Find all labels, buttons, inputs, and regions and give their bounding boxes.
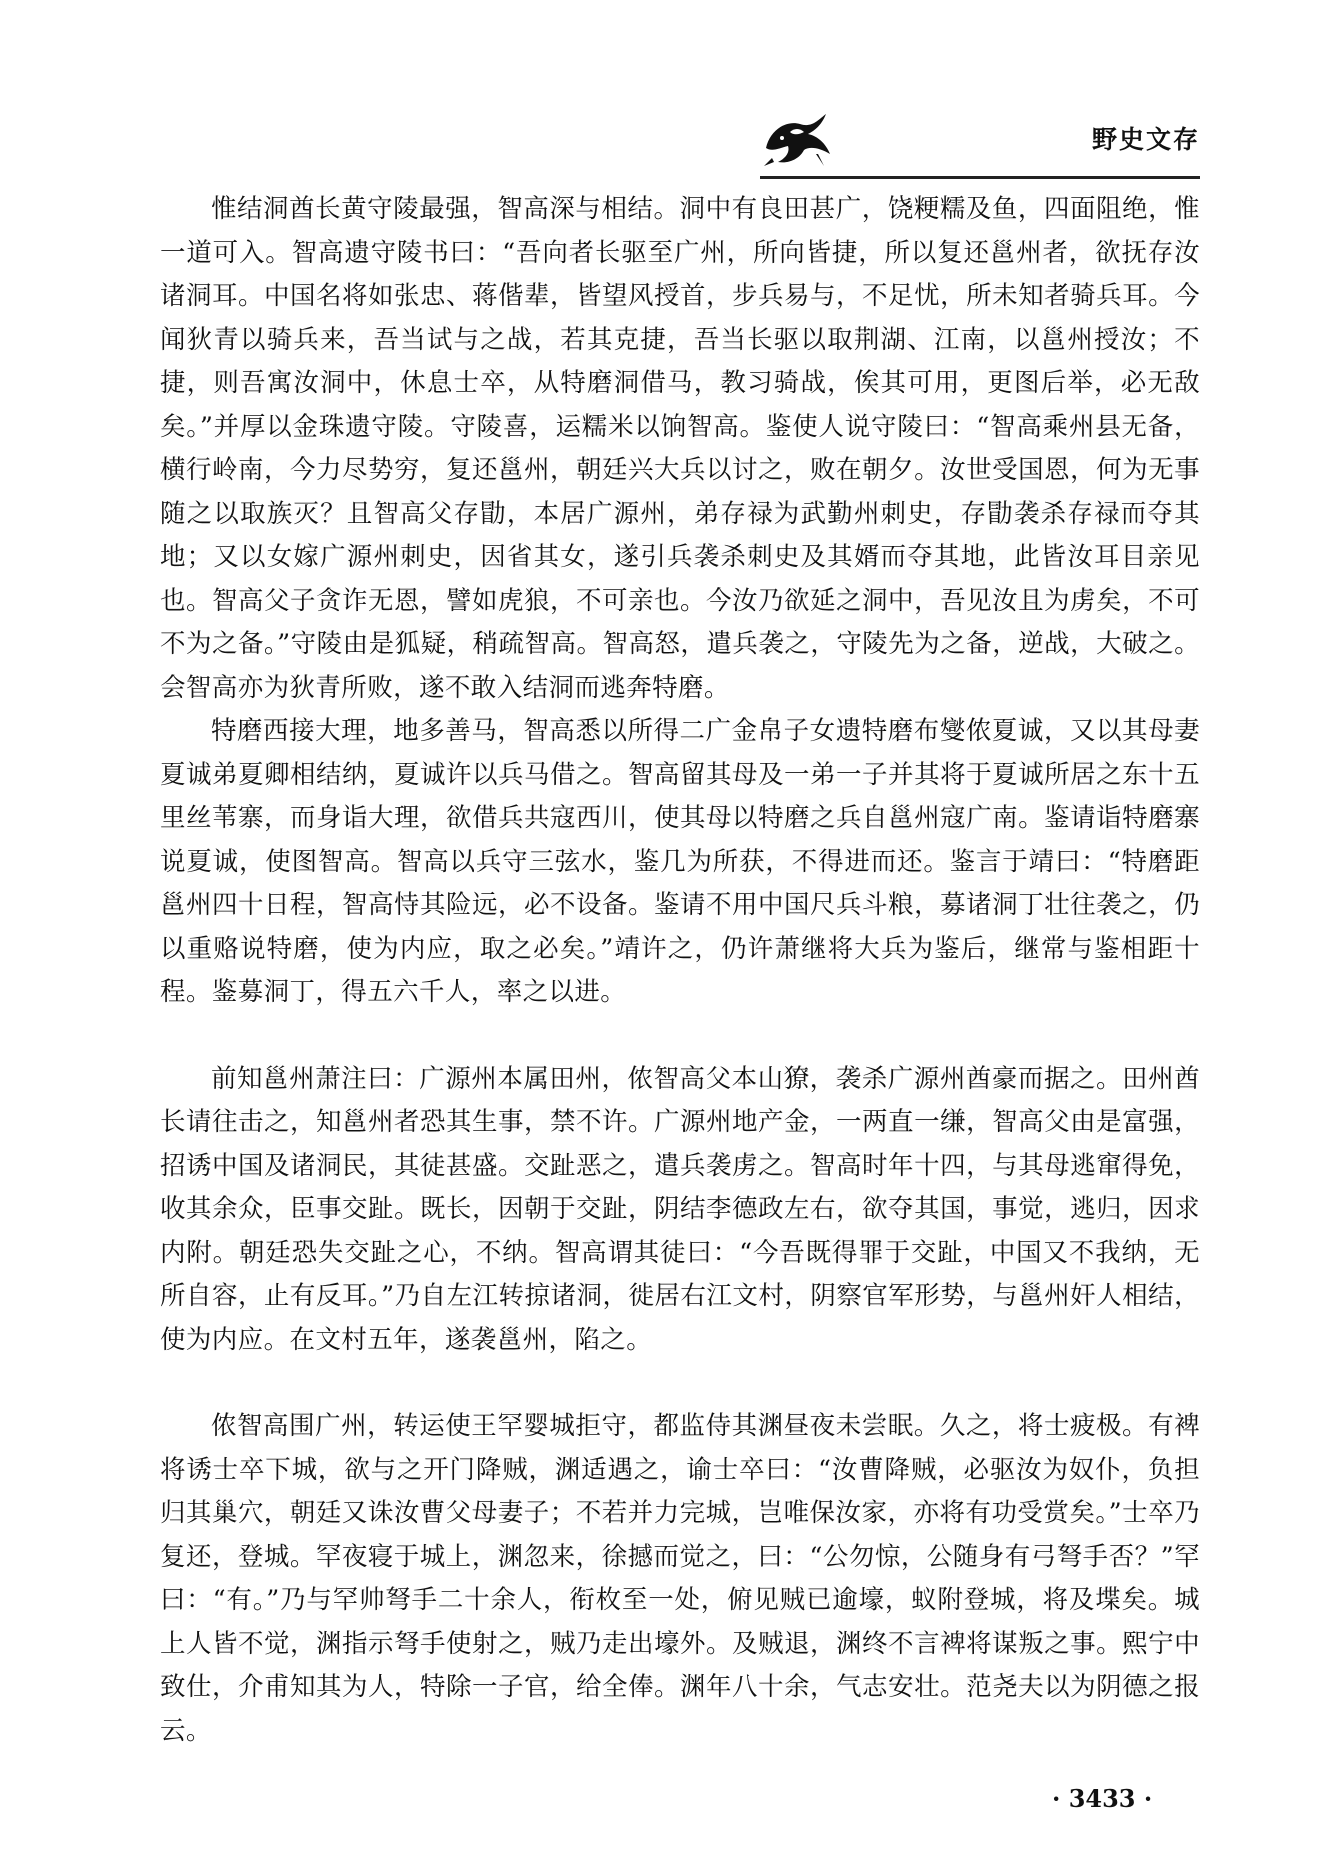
body-text — [160, 188, 1200, 1753]
paragraph: 惟结洞酋长黄守陵最强，智高深与相结。洞中有良田甚广，饶粳糯及鱼，四面阻绝，惟一道可入。智高遗守陵书曰：“吾向者长驱至广州，所向皆捷，所以复还邕州者，欲抚存汝诸洞耳。中国名将如张忠、蒋偕辈，皆望风授首，步兵易与，不足忧，所未知者骑兵耳。今闻狄青以骑兵来，吾当试与之战，若其克捷，吾当长驱以取荆湖、江南，以邕州授汝；不捷，则吾寓汝洞中，休息士卒，从特磨洞借马，教习骑战，俟其可用，更图后举，必无敌矣。”并厚以金珠遗守陵。守陵喜，运糯米以饷智高。鉴使人说守陵曰：“智高乘州县无备，横行岭南，今力尽势穷，复还邕州，朝廷兴大兵以讨之，败在朝夕。汝世受国恩，何为无事随之以取族灭？且智高父存勖，本居广源州，弟存禄为武勤州刺史，存勖袭杀存禄而夺其地；又以女嫁广源州刺史，因省其女，遂引兵袭杀刺史及其婿而夺其地，此皆汝耳目亲见也。智高父子贪诈无恩，譬如虎狼，不可亲也。今汝乃欲延之洞中，吾见汝且为虏矣，不可不为之备。”守陵由是狐疑，稍疏智高。智高怒，遣兵袭之，守陵先为之备，逆战，大破之。会智高亦为狄青所败，遂不敢入结洞而逃奔特磨。 — [160, 194, 1200, 703]
header-rule — [760, 176, 1200, 179]
paragraph: 特磨西接大理，地多善马，智高悉以所得二广金帛子女遗特磨布燮侬夏诚，又以其母妻夏诚弟夏卿相结纳，夏诚许以兵马借之。智高留其母及一弟一子并其将于夏诚所居之东十五里丝苇寨，而身诣大理，欲借兵共寇西川，使其母以特磨之兵自邕州寇广南。鉴请诣特磨寨说夏诚，使图智高。智高以兵守三弦水，鉴几为所获，不得进而还。鉴言于靖曰：“特磨距邕州四十日程，智高恃其险远，必不设备。鉴请不用中国尺兵斗粮，募诸洞丁壮往袭之，仍以重赂说特磨，使为内应，取之必矣。”靖许之，仍许萧继将大兵为鉴后，继常与鉴相距十程。鉴募洞丁，得五六千人，率之以进。 — [160, 716, 1200, 1007]
paragraph: 侬智高围广州，转运使王罕婴城拒守，都监侍其渊昼夜未尝眠。久之，将士疲极。有裨将诱士卒下城，欲与之开门降贼，渊适遇之，谕士卒曰：“汝曹降贼，必驱汝为奴仆，负担归其巢穴，朝廷又诛汝曹父母妻子；不若并力完城，岂唯保汝家，亦将有功受赏矣。”士卒乃复还，登城。罕夜寝于城上，渊忽来，徐撼而觉之，曰：“公勿惊，公随身有弓弩手否？”罕曰：“有。”乃与罕帅弩手二十余人，衔枚至一处，俯见贼已逾壕，蚁附登城，将及堞矣。城上人皆不觉，渊指示弩手使射之，贼乃走出壕外。及贼退，渊终不言裨将谋叛之事。熙宁中致仕，介甫知其为人，特除一子官，给全俸。渊年八十余，气志安壮。范尧夫以为阴德之报云。 — [160, 1411, 1200, 1746]
dragon-icon — [760, 108, 836, 170]
page-number: · 3433 · — [1052, 1784, 1153, 1813]
paragraph: 前知邕州萧注曰：广源州本属田州，侬智高父本山獠，袭杀广源州酋豪而据之。田州酋长请往击之，知邕州者恐其生事，禁不许。广源州地产金，一两直一缣，智高父由是富强，招诱中国及诸洞民，其徒甚盛。交趾恶之，遣兵袭虏之。智高时年十四，与其母逃窜得免，收其余众，臣事交趾。既长，因朝于交趾，阴结李德政左右，欲夺其国，事觉，逃归，因求内附。朝廷恐失交趾之心，不纳。智高谓其徒曰：“今吾既得罪于交趾，中国又不我纳，无所自容，止有反耳。”乃自左江转掠诸洞，徙居右江文村，阴察官军形势，与邕州奸人相结，使为内应。在文村五年，遂袭邕州，陷之。 — [160, 1063, 1200, 1355]
book-title: 野史文存 — [1091, 125, 1200, 154]
page-header — [760, 108, 1200, 178]
